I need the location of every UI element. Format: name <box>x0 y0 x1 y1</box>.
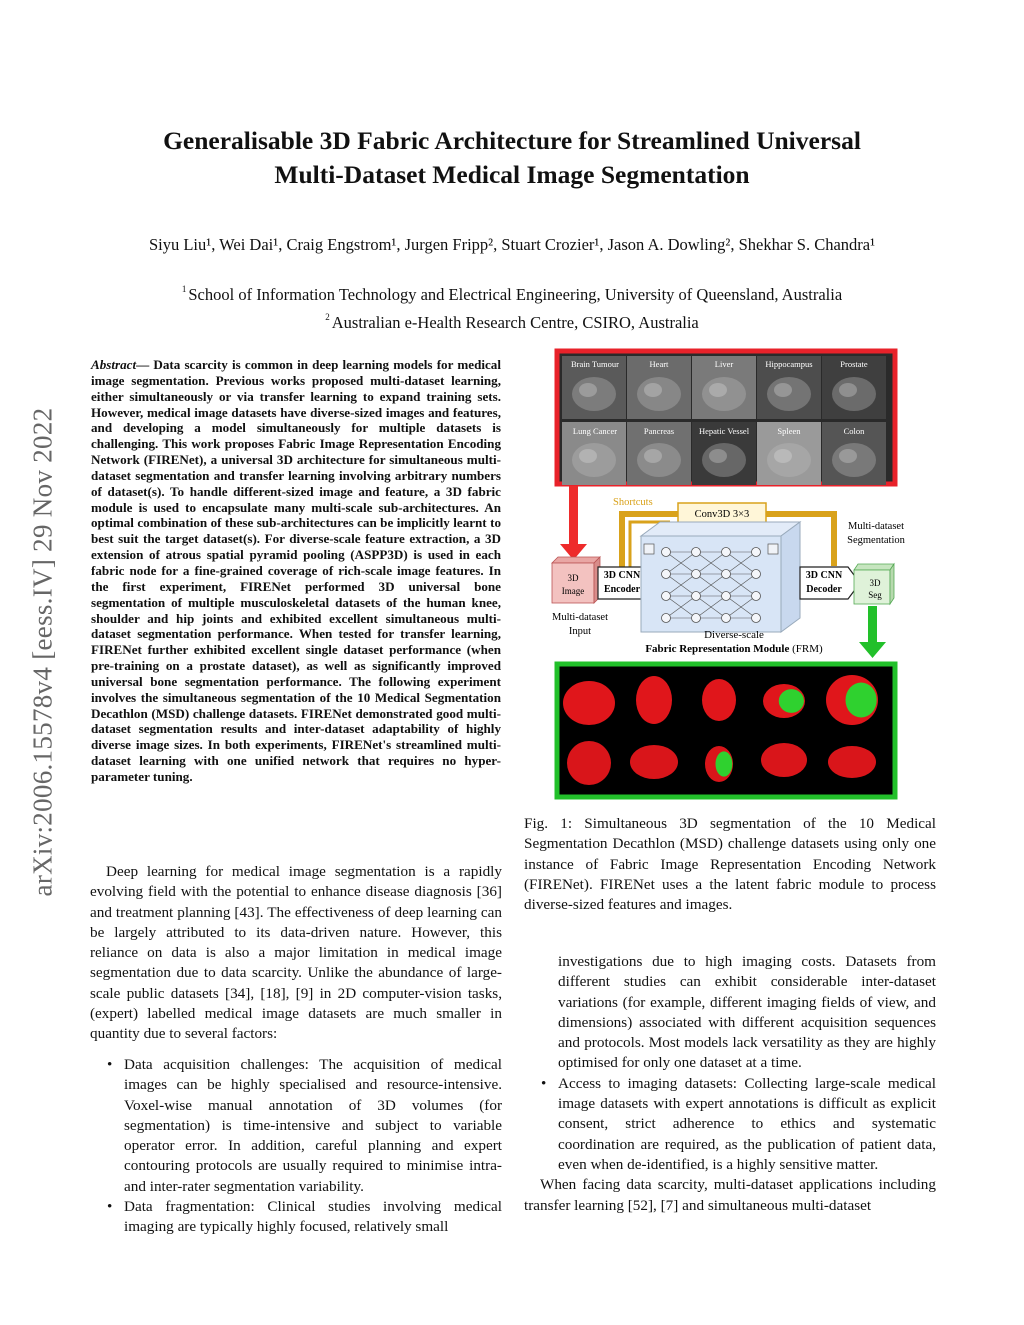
svg-text:Seg: Seg <box>868 590 882 600</box>
segmentation-result <box>705 746 733 782</box>
fabric-node <box>692 548 701 557</box>
fabric-node <box>752 548 761 557</box>
abstract-body: Data scarcity is common in deep learning models for medical image segmentation. Previous works proposed multi-dataset learning, either simultaneously or via transfer learning to expand training sets. However, medical image datasets have diverse-sized images and features, and developing a model simultaneously for multiple datasets is challenging. This work proposes Fabric Image Representation Encoding Network (FIRENet), a universal 3D architecture for simultaneous multi-dataset segmentation and transfer learning involving arbitrary numbers of dataset(s). To handle different-sized image and feature, a 3D fabric module is used to encapsulate many multi-scale sub-architectures. An optimal combination of these sub-architectures can be implicitly learnt to best suit the target dataset(s). For diverse-scale feature extraction, a 3D extension of atrous spatial pyramid pooling (ASPP3D) is used in each fabric node for a fine-grained coverage of rich-scale image features. In the first experiment, FIRENet performed 3D universal bone segmentation of multiple musculoskeletal datasets of the human knee, shoulder and hip joints and exhibited excellent simultaneous multi-dataset segmentation performance. When tested for transfer learning, FIRENet further exhibited excellent single dataset performance (when pre-training on a prostate dataset), as well as significantly improved universal bone segmentation performance. The following experiment involves the simultaneous segmentation of the 10 Medical Segmentation Decathlon (MSD) challenge datasets. FIRENet demonstrated good multi-dataset segmentation results and inter-dataset adaptability of highly diverse image sizes. In both experiments, FIRENet's streamlined multi-dataset learning with one unified network that requires no hyper-parameter tuning. <box>91 357 501 784</box>
fabric-node <box>722 614 731 623</box>
multi-input-label-2: Input <box>568 626 592 637</box>
fabric-node <box>752 592 761 601</box>
bullet-data-fragmentation-cont: investigations due to high imaging costs. Datasets from different studies can exhibit considerable inter-dataset variations (for example, different imaging fields of view, and dimensions) associated with different acquisition sequences and protocols. Most models lack versatility as they are highly optimised for only one dataset at a time. <box>558 953 936 1072</box>
figure-1-diagram <box>538 348 905 803</box>
label-brain-tumour: Brain Tumour <box>571 359 619 369</box>
fabric-node <box>752 570 761 579</box>
segmentation-result <box>636 676 672 724</box>
segmentation-result <box>563 681 615 725</box>
affiliation-2: $^2$ Australian e-Health Research Centre, CSIRO, Australia <box>325 312 699 332</box>
fabric-exit-cube <box>768 544 778 554</box>
segmentation-result <box>828 746 876 778</box>
seg-3d-box <box>854 564 894 604</box>
affiliation-1: $^1$ School of Information Technology and Electrical Engineering, University of Queensland, Australia <box>181 284 843 304</box>
label-liver: Liver <box>714 359 734 369</box>
fabric-node <box>692 592 701 601</box>
label-prostate: Prostate <box>840 359 868 369</box>
bullet-list-left <box>90 1055 502 1238</box>
svg-text:Decoder: Decoder <box>806 584 842 595</box>
diverse-scale-label: Diverse-scale <box>704 629 764 641</box>
svg-text:3D: 3D <box>869 578 881 588</box>
segmentation-result <box>761 743 807 777</box>
input-arrow <box>560 486 587 560</box>
fabric-node <box>722 570 731 579</box>
right-column-text <box>524 952 936 1216</box>
multi-seg-label-1: Multi-dataset <box>848 521 904 532</box>
label-hippocampus: Hippocampus <box>765 359 813 369</box>
conv3d-label: Conv3D 3×3 <box>694 509 750 520</box>
fabric-module-cube <box>641 522 800 632</box>
label-hepatic-vessel: Hepatic Vessel <box>698 426 750 436</box>
fabric-node <box>722 592 731 601</box>
svg-text:3D CNN: 3D CNN <box>603 570 641 581</box>
label-spleen: Spleen <box>777 426 801 436</box>
output-arrow <box>859 606 886 658</box>
svg-text:Encoder: Encoder <box>603 584 641 595</box>
shortcuts-label: Shortcuts <box>613 497 653 508</box>
output-segmentation-panel <box>557 664 895 797</box>
label-colon: Colon <box>843 426 865 436</box>
input-image-panel <box>557 351 895 485</box>
final-paragraph: When facing data scarcity, multi-dataset applications including transfer learning [52], [7] and simultaneous multi-dataset <box>524 1176 936 1214</box>
input-3d-box <box>552 557 600 603</box>
multi-seg-label-2: Segmentation <box>847 535 905 546</box>
label-pancreas: Pancreas <box>643 426 675 436</box>
abstract-label: Abstract <box>91 357 137 372</box>
title-line-2: Multi-Dataset Medical Image Segmentation <box>274 160 750 189</box>
segmentation-result <box>826 675 878 725</box>
fabric-node <box>752 614 761 623</box>
fabric-node <box>722 548 731 557</box>
label-lung-cancer: Lung Cancer <box>572 426 618 436</box>
frm-label: Fabric Representation Module (FRM) <box>645 643 823 655</box>
fabric-node <box>662 548 671 557</box>
decoder-block <box>800 567 860 599</box>
affiliations <box>60 278 964 334</box>
bullet-data-acquisition: • Data acquisition challenges: The acquisition of medical images can be highly specialised and resource-intensive. Voxel-wise manual annotation of 3D volumes (for segmentation) is time-intensive and subject to variable operator error. In addition, careful planning and expert contouring protocols are usually required to minimise intra- and inter-rater segmentation variability. <box>90 1055 502 1197</box>
multi-input-label-1: Multi-dataset <box>552 612 608 623</box>
arxiv-id-text: arXiv:2006.15578v4 [eess.IV] 29 Nov 2022 <box>27 407 58 897</box>
segmentation-result <box>702 679 736 721</box>
segmentation-result <box>567 741 611 785</box>
fabric-node <box>692 614 701 623</box>
segmentation-result <box>763 684 805 718</box>
paper-title <box>90 124 934 192</box>
title-line-1: Generalisable 3D Fabric Architecture for Streamlined Universal <box>163 126 861 155</box>
svg-text:3D CNN: 3D CNN <box>805 570 843 581</box>
fabric-node <box>662 592 671 601</box>
segmentation-result <box>630 745 678 779</box>
arxiv-side-identifier <box>18 345 68 960</box>
bullet-access-datasets: • Access to imaging datasets: Collecting large-scale medical image datasets with expert annotations is difficult as explicit consent, strict adherence to ethics and systematic coordination are required, as the publication of patient data, even when de-identified, is a highly sensitive matter. <box>524 1074 936 1175</box>
figure-caption: Fig. 1: Simultaneous 3D segmentation of the 10 Medical Segmentation Decathlon (MSD) challenge datasets using only one instance of Fabric Image Representation Encoding Network (FIRENet). FIRENet uses a the latent fabric module to process diverse-sized features and images. <box>524 815 936 914</box>
svg-text:3D: 3D <box>567 573 579 583</box>
bullet-data-fragmentation: • Data fragmentation: Clinical studies involving medical imaging are typically highly focused, relatively small <box>90 1197 502 1238</box>
fabric-node <box>662 614 671 623</box>
fabric-node <box>662 570 671 579</box>
fabric-node <box>692 570 701 579</box>
figure-1 <box>538 348 905 803</box>
author-list: Siyu Liu¹, Wei Dai¹, Craig Engstrom¹, Jurgen Fripp², Stuart Crozier¹, Jason A. Dowling², Shekhar S. Chandra¹ <box>148 235 876 254</box>
fabric-entry-cube <box>644 544 654 554</box>
label-heart: Heart <box>649 359 669 369</box>
abstract: Abstract— Data scarcity is common in deep learning models for medical image segmentation. Previous works proposed multi-dataset learning, either simultaneously or via transfer learning to expand training sets. However, medical image datasets have diverse-sized images and features, and developing a model simultaneously for multiple datasets is challenging. This work proposes Fabric Image Representation Encoding Network (FIRENet), a universal 3D architecture for simultaneous multi-dataset segmentation and transfer learning involving arbitrary numbers of dataset(s). To handle different-sized image and feature, a 3D fabric module is used to encapsulate many multi-scale sub-architectures. An optimal combination of these sub-architectures can be implicitly learnt to best suit the target dataset(s). For diverse-scale feature extraction, a 3D extension of atrous spatial pyramid pooling (ASPP3D) is used in each fabric node for a fine-grained coverage of rich-scale image features. In the first experiment, FIRENet performed 3D universal bone segmentation of multiple musculoskeletal datasets of the human knee, shoulder and hip joints and exhibited excellent simultaneous multi-dataset segmentation performance. When tested for transfer learning, FIRENet further exhibited excellent single dataset performance (when pre-training on a prostate dataset), as well as significantly improved universal bone segmentation performance. The following experiment involves the simultaneous segmentation of the 10 Medical Segmentation Decathlon (MSD) challenge datasets. FIRENet demonstrated good multi-dataset segmentation results and inter-dataset adaptability of highly diverse image sizes. In both experiments, FIRENet's streamlined multi-dataset learning with one unified network that requires no hyper-parameter tuning. <box>91 357 501 784</box>
intro-paragraph: Deep learning for medical image segmentation is a rapidly evolving field with the potential to enhance disease diagnosis [36] and treatment planning [43]. The effectiveness of deep learning can be largely attributed to its data-driven nature. However, this reliance on data is also a major limitation in medical image segmentation due to data scarcity. Unlike the abundance of large-scale public datasets [34], [18], [9] in 2D computer-vision tasks, (expert) labelled medical image datasets are much smaller in quantity due to several factors: <box>90 863 502 1043</box>
svg-text:Image: Image <box>561 586 585 596</box>
